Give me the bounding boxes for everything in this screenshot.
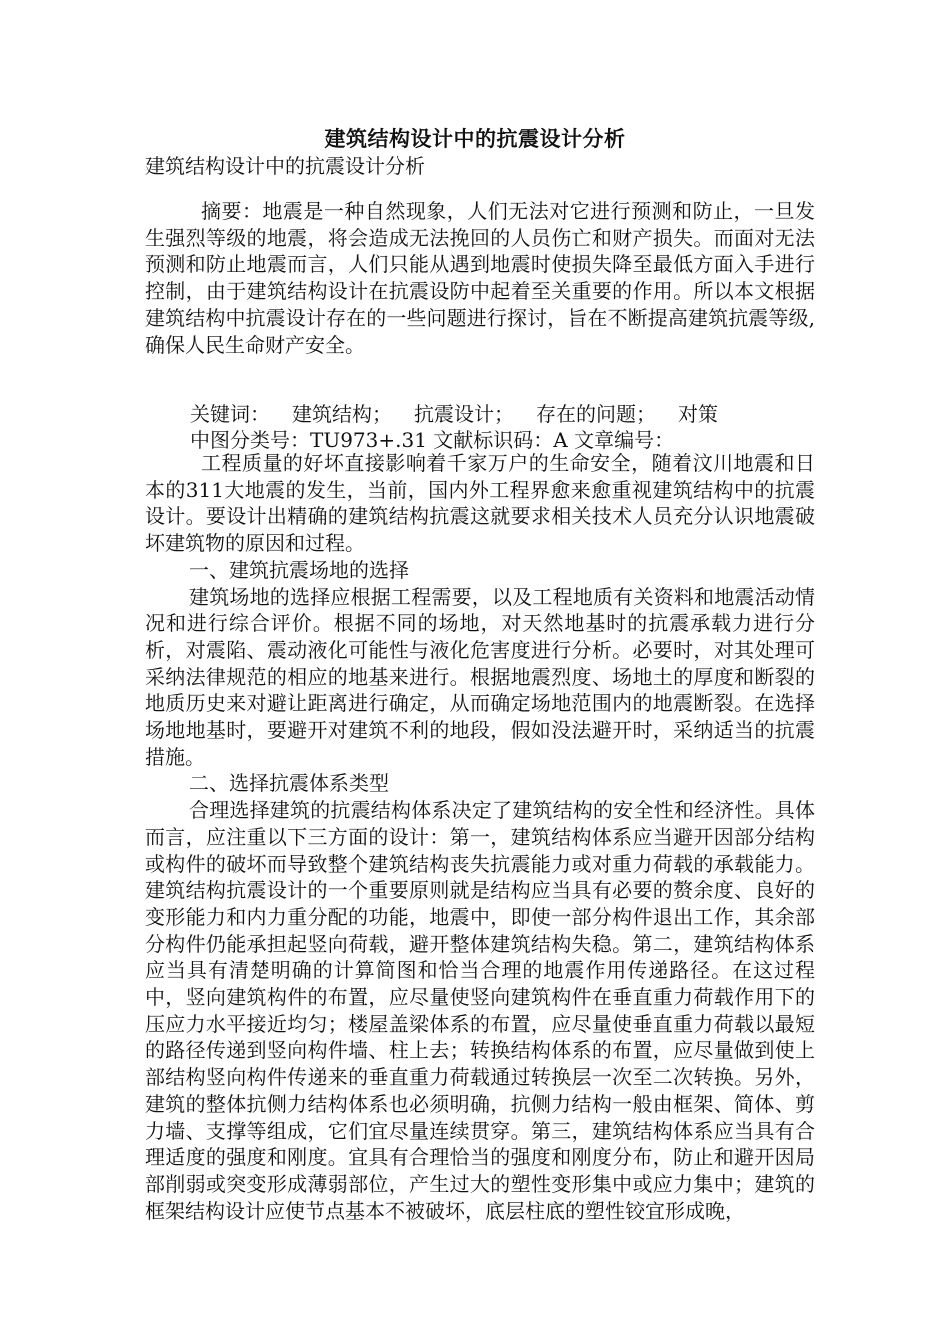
- main-body: [145, 450, 815, 1224]
- keyword-item: 存在的问题；: [536, 402, 656, 426]
- section-2-heading: 二、选择抗震体系类型: [189, 771, 389, 796]
- keyword-item: 抗震设计；: [414, 402, 514, 426]
- keywords-label: 关键词：: [190, 402, 270, 426]
- section-1-heading: 一、建筑抗震场地的选择: [189, 557, 409, 582]
- section-2-paragraph: 合理选择建筑的抗震结构体系决定了建筑结构的安全性和经济性。具体而言，应注重以下三方面的设计：第一，建筑结构体系应当避开因部分结构或构件的破坏而导致整个建筑结构丧失抗震能力或对重力荷载的承载能力。建筑结构抗震设计的一个重要原则就是结构应当具有必要的赘余度、良好的变形能力和内力重分配的功能，地震中，即使一部分构件退出工作，其余部分构件仍能承担起竖向荷载，避开整体建筑结构失稳。第二，建筑结构体系应当具有清楚明确的计算简图和恰当合理的地震作用传递路径。在这过程中，竖向建筑构件的布置，应尽量使竖向建筑构件在垂直重力荷载作用下的压应力水平接近均匀；楼屋盖梁体系的布置，应尽量使垂直重力荷载以最短的路径传递到竖向构件墙、柱上去；转换结构体系的布置，应尽量做到使上部结构竖向构件传递来的垂直重力荷载通过转换层一次至二次转换。另外，建筑的整体抗侧力结构体系也必须明确，抗侧力结构一般由框架、简体、剪力墙、支撑等组成，它们宜尽量连续贯穿。第三，建筑结构体系应当具有合理适度的强度和刚度。宜具有合理恰当的强度和刚度分布，防止和避开因局部削弱或突变形成薄弱部位，产生过大的塑性变形集中或应力集中；建筑的框架结构设计应使节点基本不被破坏，底层柱底的塑性铰宜形成晚，: [145, 798, 815, 1223]
- keywords-line: [190, 398, 718, 427]
- abstract-paragraph: 摘要：地震是一种自然现象，人们无法对它进行预测和防止，一旦发生强烈等级的地震，将会造成无法挽回的人员伤亡和财产损失。而面对无法预测和防止地震而言，人们只能从遇到地震时使损失降至最低方面入手进行控制，由于建筑结构设计在抗震设防中起着至关重要的作用。所以本文根据建筑结构中抗震设计存在的一些问题进行探讨，旨在不断提高建筑抗震等级,确保人民生命财产安全。: [145, 199, 815, 357]
- intro-paragraph: 工程质量的好坏直接影响着千家万户的生命安全，随着汶川地震和日本的311大地震的发生，当前，国内外工程界愈来愈重视建筑结构中的抗震设计。要设计出精确的建筑结构抗震这就要求相关技术人员充分认识地震破坏建筑物的原因和过程。: [145, 451, 815, 556]
- document-title: 建筑结构设计中的抗震设计分析: [324, 126, 626, 151]
- section-1-paragraph: 建筑场地的选择应根据工程需要，以及工程地质有关资料和地震活动情况和进行综合评价。根据不同的场地，对天然地基时的抗震承载力进行分析，对震陷、震动液化可能性与液化危害度进行分析。必要时，对其处理可采纳法律规范的相应的地基来进行。根据地震烈度、场地土的厚度和断裂的地质历史来对避让距离进行确定，从而确定场地范围内的地震断裂。在选择场地地基时，要避开对建筑不利的地段，假如没法避开时，采纳适当的抗震措施。: [145, 584, 815, 769]
- classification-line: 中图分类号：TU973+.31 文献标识码：A 文章编号：: [190, 428, 675, 452]
- keyword-item: 对策: [678, 402, 718, 426]
- keyword-item: 建筑结构；: [292, 402, 392, 426]
- document-subtitle: 建筑结构设计中的抗震设计分析: [145, 154, 425, 178]
